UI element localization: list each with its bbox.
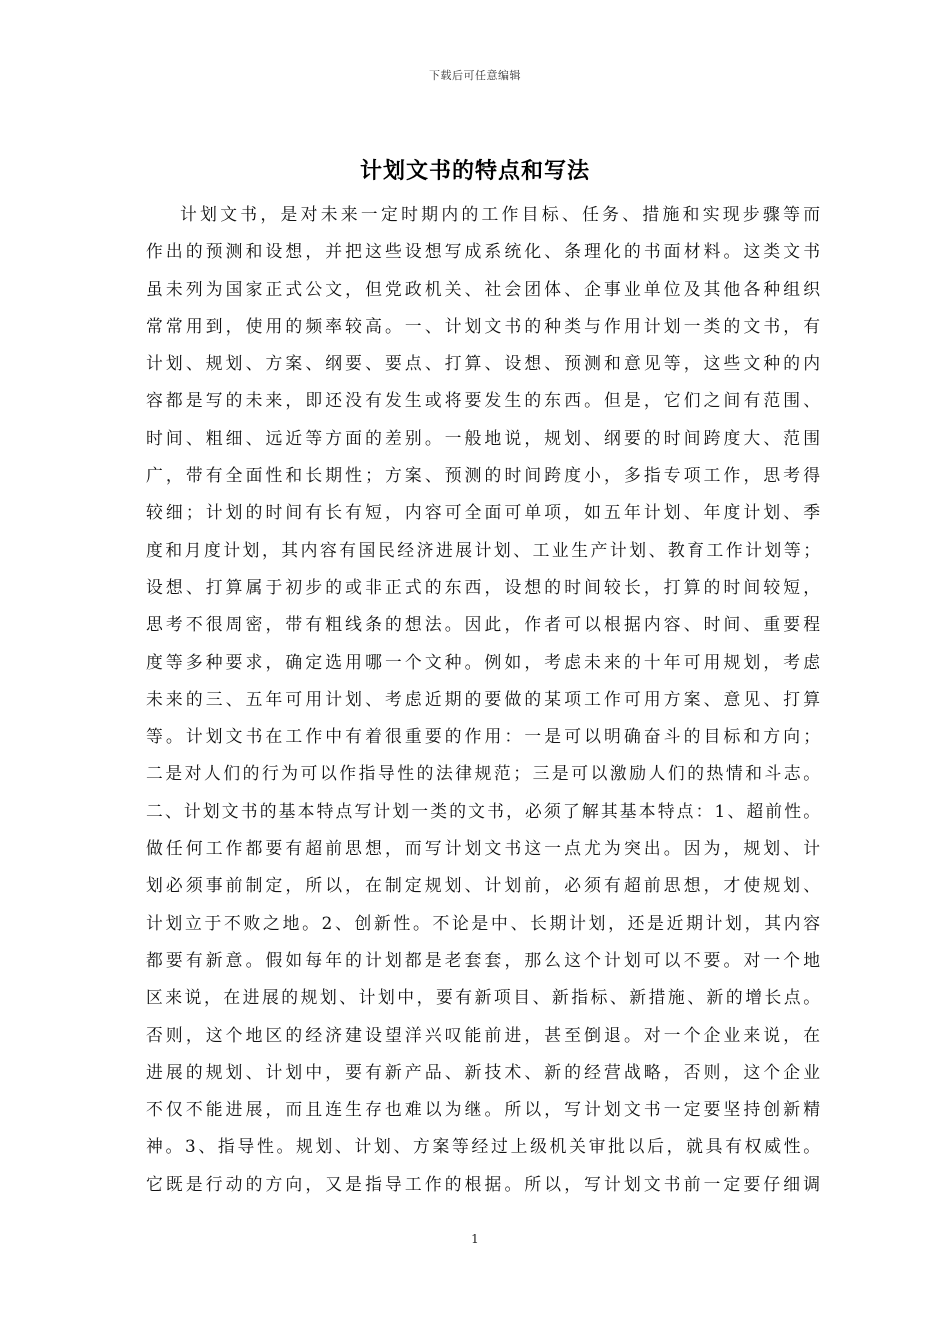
body-line: 都要有新意。假如每年的计划都是老套套，那么这个计划可以不要。对一个地 [146, 949, 820, 970]
body-line: 否则，这个地区的经济建设望洋兴叹能前进，甚至倒退。对一个企业来说，在 [146, 1024, 820, 1045]
document-body [146, 196, 820, 1203]
body-line: 计划立于不败之地。2、创新性。不论是中、长期计划，还是近期计划，其内容 [146, 912, 820, 933]
body-line: 做任何工作都要有超前思想，而写计划文书这一点尤为突出。因为，规划、计 [146, 838, 820, 859]
body-line: 作出的预测和设想，并把这些设想写成系统化、条理化的书面材料。这类文书 [146, 241, 820, 262]
body-line: 区来说，在进展的规划、计划中，要有新项目、新指标、新措施、新的增长点。 [146, 987, 820, 1008]
body-line: 容都是写的未来，即还没有发生或将要发生的东西。但是，它们之间有范围、 [146, 390, 820, 411]
body-line: 度和月度计划，其内容有国民经济进展计划、工业生产计划、教育工作计划等； [146, 539, 820, 560]
document-title: 计划文书的特点和写法 [359, 158, 590, 184]
body-line: 进展的规划、计划中，要有新产品、新技术、新的经营战略，否则，这个企业 [146, 1061, 820, 1082]
body-line: 度等多种要求，确定选用哪一个文种。例如，考虑未来的十年可用规划，考虑 [146, 651, 820, 672]
body-line: 划必须事前制定，所以，在制定规划、计划前，必须有超前思想，才使规划、 [146, 875, 820, 896]
body-line: 设想、打算属于初步的或非正式的东西，设想的时间较长，打算的时间较短， [146, 576, 820, 597]
body-line: 未来的三、五年可用计划、考虑近期的要做的某项工作可用方案、意见、打算 [146, 688, 820, 709]
body-line: 它既是行动的方向，又是指导工作的根据。所以，写计划文书前一定要仔细调 [146, 1173, 820, 1194]
body-line: 计划、规划、方案、纲要、要点、打算、设想、预测和意见等，这些文种的内 [146, 353, 820, 374]
body-line: 二是对人们的行为可以作指导性的法律规范；三是可以激励人们的热情和斗志。 [146, 763, 820, 784]
body-line: 计划文书，是对未来一定时期内的工作目标、任务、措施和实现步骤等而 [180, 204, 820, 224]
header-note: 下载后可任意编辑 [429, 69, 521, 82]
body-line: 神。3、指导性。规划、计划、方案等经过上级机关审批以后，就具有权威性。 [146, 1136, 820, 1157]
body-line: 广，带有全面性和长期性；方案、预测的时间跨度小，多指专项工作，思考得 [146, 465, 820, 486]
page-number: 1 [471, 1232, 479, 1246]
body-line: 时间、粗细、远近等方面的差别。一般地说，规划、纲要的时间跨度大、范围 [146, 427, 820, 448]
body-line: 二、计划文书的基本特点写计划一类的文书，必须了解其基本特点：1、超前性。 [146, 800, 820, 821]
body-line: 不仅不能进展，而且连生存也难以为继。所以，写计划文书一定要坚持创新精 [146, 1099, 820, 1120]
body-line: 虽未列为国家正式公文，但党政机关、社会团体、企事业单位及其他各种组织 [146, 278, 820, 299]
body-line: 常常用到，使用的频率较高。一、计划文书的种类与作用计划一类的文书，有 [146, 315, 820, 336]
body-line: 较细；计划的时间有长有短，内容可全面可单项，如五年计划、年度计划、季 [146, 502, 820, 523]
body-line: 思考不很周密，带有粗线条的想法。因此，作者可以根据内容、时间、重要程 [146, 614, 820, 635]
body-line: 等。计划文书在工作中有着很重要的作用：一是可以明确奋斗的目标和方向； [146, 726, 820, 747]
